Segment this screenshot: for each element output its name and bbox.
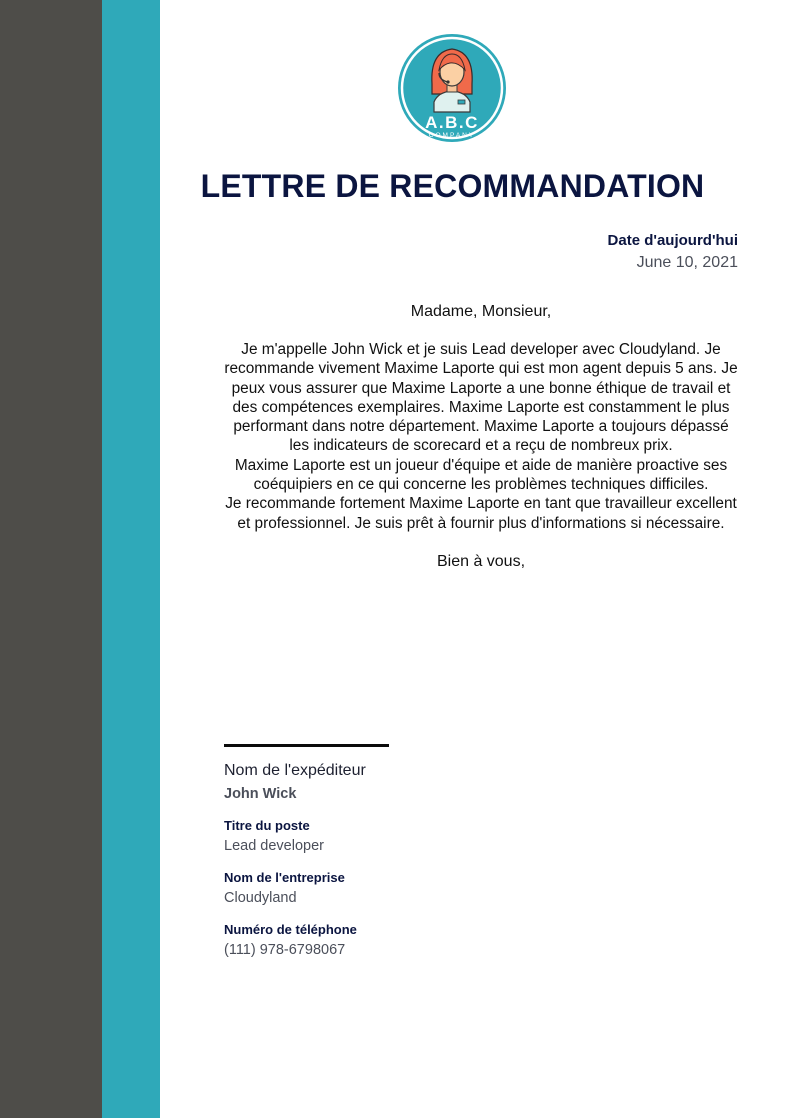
paragraph: Je recommande fortement Maxime Laporte en tant que travailleur excellent et professionnel. Je suis prêt à fournir plus d'informations si nécessaire. — [225, 495, 737, 532]
company-value: Cloudyland — [224, 890, 297, 906]
letter-body — [222, 302, 740, 571]
closing: Bien à vous, — [436, 552, 526, 570]
paragraph: Maxime Laporte est un joueur d'équipe et aide de manière proactive ses coéquipiers en ce qui concerne les problèmes techniques difficiles. — [234, 456, 728, 494]
left-stripe-gray — [0, 0, 102, 1118]
logo-text: A.B.C — [425, 113, 479, 132]
date-value: June 10, 2021 — [636, 254, 738, 271]
company-label: Nom de l'entreprise — [224, 870, 345, 885]
company-logo — [396, 32, 508, 144]
logo-subtext: COMPANY — [428, 132, 476, 139]
date-block — [608, 232, 738, 272]
company-field — [224, 870, 624, 906]
date-label: Date d'aujourd'hui — [607, 232, 738, 249]
job-title-value: Lead developer — [224, 838, 324, 854]
sender-label: Nom de l'expéditeur — [224, 762, 366, 779]
letter-title: LETTRE DE RECOMMANDATION — [200, 168, 705, 204]
job-title-field — [224, 818, 624, 854]
phone-label: Numéro de téléphone — [224, 922, 357, 937]
phone-field — [224, 922, 624, 958]
salutation: Madame, Monsieur, — [410, 303, 552, 320]
phone-value: (111) 978-6798067 — [224, 942, 346, 958]
paragraph: Je m'appelle John Wick et je suis Lead developer avec Cloudyland. Je recommande vivement Maxime Laporte qui est mon agent depuis 5 ans. Je peux vous assurer que Maxime Laporte a une bonne éthique de travail et des compétences exemplaires. Maxime Laporte est constamment le plus performant dans notre département. Maxime Laporte a toujours dépassé les indicateurs de scorecard et a reçu de nombreux prix. — [224, 341, 738, 455]
sender-block — [224, 762, 624, 958]
job-title-label: Titre du poste — [224, 818, 310, 833]
left-stripe-teal — [102, 0, 160, 1118]
sender-name: John Wick — [224, 786, 297, 802]
letter-text — [222, 340, 740, 533]
signature-line — [224, 744, 389, 747]
